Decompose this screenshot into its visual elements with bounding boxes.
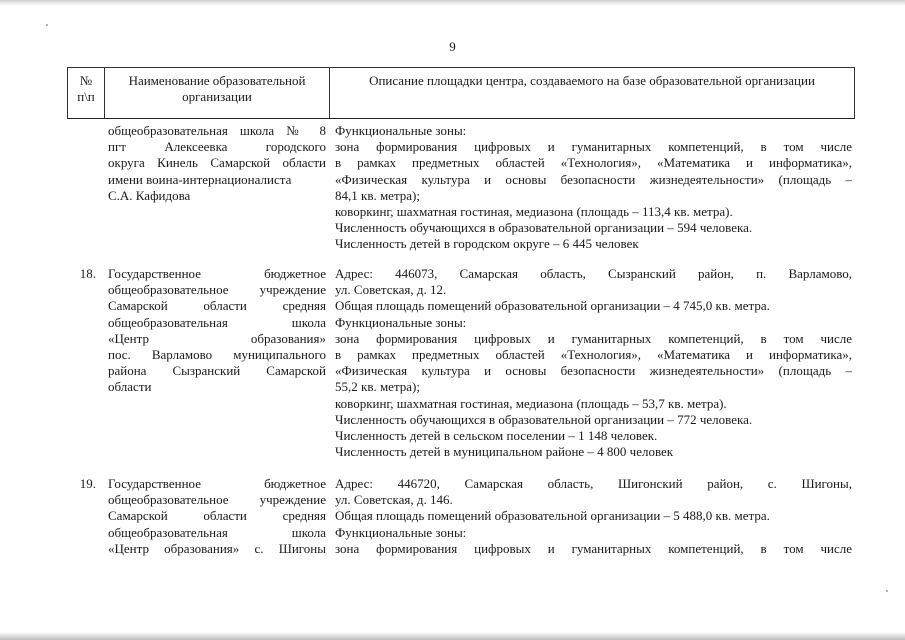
text-line: округа Кинель Самарской области xyxy=(108,155,326,171)
org-name-cell xyxy=(108,476,326,557)
text-line: зона формирования цифровых и гуманитарных компетенций, в том числе xyxy=(335,330,852,346)
text-line: Государственное бюджетное xyxy=(108,476,326,491)
text-line: С.А. Кафидова xyxy=(108,187,191,203)
site-description-cell xyxy=(335,123,852,253)
table-header xyxy=(67,67,855,119)
text-line: Функциональные зоны: xyxy=(335,314,467,330)
text-line: 55,2 кв. метра); xyxy=(335,379,421,395)
text-line: общеобразовательное учреждение xyxy=(108,492,326,508)
text-line: Самарской области средняя xyxy=(108,508,326,524)
text-line: общеобразовательная школа xyxy=(108,314,326,330)
text-line: общеобразовательная школа xyxy=(108,524,326,540)
header-number-line: п\п xyxy=(77,89,95,105)
text-line: Общая площадь помещений образовательной организации – 4 745,0 кв. метра. xyxy=(335,298,770,314)
text-line: ул. Советская, д. 12. xyxy=(335,282,447,298)
text-line: Численность детей в сельском поселении – 1 148 человек. xyxy=(335,427,658,443)
text-line: Государственное бюджетное xyxy=(108,266,326,281)
site-description-cell xyxy=(335,266,852,460)
text-line: зона формирования цифровых и гуманитарных компетенций, в том числе xyxy=(335,139,852,155)
text-line: Численность обучающихся в образовательной организации – 772 человека. xyxy=(335,411,753,427)
header-name-line: организации xyxy=(182,89,252,105)
text-line: «Физическая культура и основы безопасности жизнедеятельности» (площадь – xyxy=(335,363,852,379)
text-line: Функциональные зоны: xyxy=(335,123,467,138)
text-line: района Сызранский Самарской xyxy=(108,363,326,379)
text-line: в рамках предметных областей «Технология», «Математика и информатика», xyxy=(335,346,852,362)
page-number: 9 xyxy=(449,39,456,54)
header-name-line: Наименование образовательной xyxy=(128,73,306,88)
header-name-cell xyxy=(105,72,329,104)
text-line: Функциональные зоны: xyxy=(335,524,467,540)
scan-bottom-edge xyxy=(0,632,905,640)
text-line: пос. Варламово муниципального xyxy=(108,346,326,362)
scan-top-edge xyxy=(0,0,905,6)
text-line: коворкинг, шахматная гостиная, медиазона (площадь – 113,4 кв. метра). xyxy=(335,203,733,219)
text-line: в рамках предметных областей «Технология», «Математика и информатика», xyxy=(335,155,852,171)
header-number-line: № xyxy=(79,73,93,88)
text-line: ул. Советская, д. 146. xyxy=(335,492,453,508)
scan-speck xyxy=(886,590,888,592)
site-description-cell xyxy=(335,476,852,557)
text-line: «Центр образования» xyxy=(108,330,326,346)
org-name-cell xyxy=(108,266,326,396)
text-line: «Центр образования» с. Шигоны xyxy=(108,540,326,556)
text-line: Численность обучающихся в образовательной организации – 594 человека. xyxy=(335,220,753,236)
text-line: Численность детей в городском округе – 6 445 человек xyxy=(335,236,639,252)
text-line: Самарской области средняя xyxy=(108,298,326,314)
header-description-cell xyxy=(330,72,854,88)
text-line: Общая площадь помещений образовательной организации – 5 488,0 кв. метра. xyxy=(335,508,770,524)
scan-speck xyxy=(46,24,48,26)
text-line: коворкинг, шахматная гостиная, медиазона (площадь – 53,7 кв. метра). xyxy=(335,395,727,411)
text-line: зона формирования цифровых и гуманитарных компетенций, в том числе xyxy=(335,540,852,556)
text-line: общеобразовательное учреждение xyxy=(108,282,326,298)
text-line: 84,1 кв. метра); xyxy=(335,187,421,203)
row-number: 18. xyxy=(79,266,96,281)
text-line: Численность детей в муниципальном районе – 4 800 человек xyxy=(335,444,674,460)
text-line: области xyxy=(108,379,152,395)
text-line: Адрес: 446073, Самарская область, Сызранский район, п. Варламово, xyxy=(335,266,852,281)
text-line: общеобразовательная школа № 8 xyxy=(108,123,326,138)
org-name-cell xyxy=(108,123,326,204)
text-line: «Физическая культура и основы безопасности жизнедеятельности» (площадь – xyxy=(335,171,852,187)
header-number-cell xyxy=(68,72,104,104)
row-number: 19. xyxy=(79,476,96,491)
text-line: Адрес: 446720, Самарская область, Шигонский район, с. Шигоны, xyxy=(335,476,852,491)
header-description-line: Описание площадки центра, создаваемого на базе образовательной организации xyxy=(369,73,815,88)
text-line: имени воина-интернационалиста xyxy=(108,171,292,187)
text-line: пгт Алексеевка городского xyxy=(108,139,326,155)
